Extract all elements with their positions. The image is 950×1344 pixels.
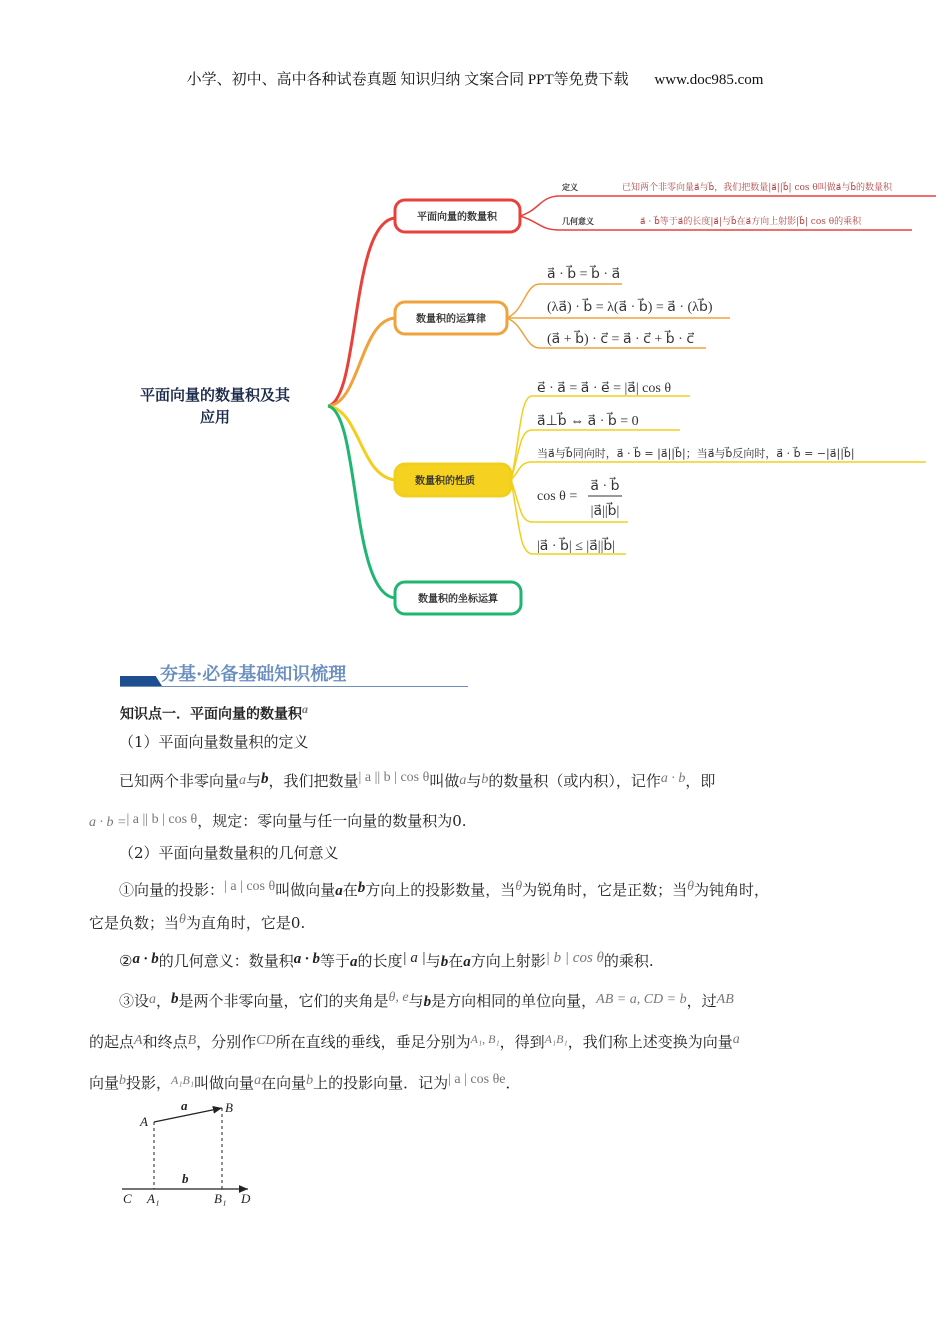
text-seg: ， — [156, 992, 172, 1010]
text-seg: ，分别作 — [196, 1033, 257, 1051]
knowledge-point-title — [120, 702, 308, 724]
math-abs-a-cos-e: | a | cos θe — [448, 1072, 506, 1087]
math-A1-B1: A₁, B₁ — [470, 1032, 500, 1046]
text-seg: 与 — [466, 772, 482, 790]
branch-3-child-1-text: e⃗ · a⃗ = a⃗ · e⃗ = |a⃗| cos θ — [537, 381, 672, 396]
label-B: B — [225, 1100, 233, 1115]
paragraph-definition-line2 — [89, 810, 467, 831]
text-seg: ，过 — [686, 992, 717, 1010]
text-seg: 向量 — [89, 1074, 120, 1092]
text-seg: ①向量的投影： — [119, 881, 225, 899]
branch-3-child-4-denominator: |a⃗||b⃗| — [590, 504, 620, 519]
text-seg: 与 — [246, 772, 262, 790]
math-a: a — [459, 773, 467, 788]
math-a: a — [732, 1032, 740, 1047]
branch-3-child-4-text: cos θ = — [537, 489, 578, 504]
text-seg: 的乘积. — [603, 952, 654, 970]
math-a-dot-b: a · b — [660, 771, 686, 786]
math-A1B1: A₁B₁ — [544, 1032, 568, 1046]
branch-4-label: 数量积的坐标运算 — [418, 594, 498, 605]
text-seg: ． — [505, 1074, 521, 1092]
text-seg: 是两个非零向量，它们的夹角是 — [178, 992, 389, 1010]
text-seg: 与 — [408, 992, 424, 1010]
branch-3-label: 数量积的性质 — [415, 476, 475, 487]
math-b: b — [119, 1073, 127, 1088]
label-C: C — [123, 1191, 132, 1206]
math-theta: θ — [515, 879, 523, 894]
math-a-dot-b-bold: a · b — [293, 951, 320, 967]
text-seg: 与 — [425, 952, 441, 970]
paragraph-projection-line2 — [89, 912, 305, 933]
math-a-bold: a — [335, 883, 343, 899]
mind-map — [0, 160, 950, 630]
label-A: A — [140, 1114, 148, 1129]
header-text: 小学、初中、高中各种试卷真题 知识归纳 文案合同 PPT等免费下载 — [186, 72, 629, 88]
math-b: b — [306, 1073, 314, 1088]
branch-1-child-1-tag: 定义 — [562, 183, 578, 192]
math-b: b — [481, 772, 489, 787]
text-seg: ③设 — [119, 992, 150, 1010]
branch-3-child-1-line — [511, 396, 690, 480]
page-header — [0, 68, 950, 89]
math-a-bold: a — [349, 954, 358, 970]
math-theta-e: θ, e — [388, 990, 409, 1005]
text-seg: 在向量 — [261, 1074, 307, 1092]
branch-2-connector — [328, 318, 395, 406]
math-abs-b-cos: | b | cos θ — [545, 950, 604, 966]
text-seg: 所在直线的垂线，垂足分别为 — [275, 1033, 471, 1051]
mindmap-root-line2: 应用 — [199, 408, 231, 426]
text-seg: ，即 — [685, 772, 716, 790]
math-a-bold: a — [463, 954, 471, 970]
subheading-geometric-meaning: （2）平面向量数量积的几何意义 — [119, 844, 339, 862]
text-seg: 的起点 — [89, 1033, 135, 1051]
branch-2-child-2-text: (λa⃗) · b⃗ = λ(a⃗ · b⃗) = a⃗ · (λb⃗) — [547, 300, 713, 315]
text-seg: 在 — [342, 881, 358, 899]
branch-3-child-5-text: |a⃗ · b⃗| ≤ |a⃗||b⃗| — [537, 539, 616, 554]
text-seg: 它是负数；当 — [89, 914, 180, 932]
text-seg: ② — [119, 952, 133, 970]
math-CD: CD — [256, 1033, 276, 1048]
mindmap-root-line1: 平面向量的数量积及其 — [139, 386, 291, 404]
paragraph-projection-line1 — [119, 879, 769, 900]
math-ab-cd: AB = a, CD = b — [596, 992, 687, 1007]
paragraph-definition-line1 — [119, 770, 715, 791]
section-title: 夯基·必备基础知识梳理 — [160, 664, 347, 685]
branch-1-child-1-line — [520, 196, 936, 216]
text-seg: 叫做向量 — [194, 1074, 255, 1092]
math-B: B — [187, 1033, 197, 1048]
knowledge-point-title-text: 知识点一．平面向量的数量积 — [120, 706, 302, 723]
text-seg: ，我们称上述变换为向量 — [567, 1033, 733, 1051]
math-b: b — [261, 771, 269, 787]
branch-1-child-1-text: 已知两个非零向量a⃗与b⃗，我们把数量|a⃗||b⃗| cos θ叫做a⃗与b⃗的数量积 — [622, 183, 893, 193]
section-banner — [120, 660, 468, 688]
text-seg: 等于 — [319, 952, 350, 970]
paragraph-geometric-meaning — [119, 950, 654, 971]
math-theta: θ — [179, 912, 186, 927]
branch-3-child-3-text: 当a⃗与b⃗同向时，a⃗ · b⃗ = |a⃗||b⃗|；当a⃗与b⃗反向时，a⃗ · b⃗ = −|a⃗||b⃗| — [537, 447, 855, 460]
math-A: A — [134, 1033, 143, 1048]
math-b-bold: b — [357, 880, 366, 896]
label-vec-b: b — [182, 1171, 189, 1186]
text-seg: ，得到 — [499, 1033, 545, 1051]
paragraph-projection-vector-line2 — [89, 1031, 740, 1052]
math-a-dot-b-eq: a · b = — [89, 815, 127, 830]
math-AB: AB — [716, 992, 734, 1007]
text-seg: 和终点 — [142, 1033, 188, 1051]
math-a: a — [149, 992, 157, 1007]
branch-2-label: 数量积的运算律 — [416, 314, 486, 325]
paragraph-projection-vector-line3 — [89, 1072, 521, 1093]
math-abs-a: | a | — [402, 950, 426, 966]
section-banner-underline — [120, 686, 468, 687]
text-seg: 投影， — [126, 1074, 172, 1092]
math-A1B1: A₁B₁ — [171, 1073, 195, 1087]
text-seg: ，规定：零向量与任一向量的数量积为0. — [197, 812, 467, 830]
math-theta: θ — [687, 879, 695, 894]
vector-a-arrow — [154, 1108, 222, 1122]
section-banner-bar — [120, 676, 162, 686]
label-A1: A₁ — [147, 1191, 160, 1206]
text-seg: 是方向相同的单位向量， — [431, 992, 597, 1010]
branch-4-connector — [328, 406, 395, 598]
text-seg: ，我们把数量 — [268, 772, 359, 790]
math-b-bold: b — [440, 954, 449, 970]
math-b-bold: b — [171, 991, 179, 1007]
label-D: D — [241, 1191, 251, 1206]
text-seg: 的长度 — [357, 952, 403, 970]
branch-1-child-2-text: a⃗ · b⃗等于a⃗的长度|a⃗|与b⃗在a⃗方向上射影|b⃗| cos θ的乘积 — [640, 217, 862, 227]
branch-2-child-1-text: a⃗ · b⃗ = b⃗ · a⃗ — [547, 267, 621, 282]
knowledge-point-title-var: a — [302, 702, 308, 716]
text-seg: 的数量积（或内积），记作 — [488, 772, 661, 790]
subheading-definition: （1）平面向量数量积的定义 — [119, 733, 309, 751]
math-a: a — [239, 773, 247, 788]
text-seg: 为锐角时，它是正数；当 — [522, 881, 688, 899]
branch-3-child-3-line — [511, 462, 926, 480]
text-seg: 方向上射影 — [470, 952, 546, 970]
branch-1-connector — [328, 218, 395, 406]
branch-3-child-4-numerator: a⃗ · b⃗ — [590, 479, 620, 494]
text-seg: 叫做向量 — [275, 881, 336, 899]
math-a-dot-b-bold: a · b — [132, 951, 159, 967]
paragraph-projection-vector-line1 — [119, 990, 734, 1011]
math-a: a — [254, 1073, 262, 1088]
header-url: www.doc985.com — [654, 72, 764, 88]
text-seg: 在 — [448, 952, 464, 970]
math-b-bold: b — [423, 994, 432, 1010]
math-abs-ab-cos: | a || b | cos θ — [126, 812, 198, 827]
label-B1: B₁ — [214, 1191, 227, 1206]
branch-3-child-2-text: a⃗⊥b⃗ ⇔ a⃗ · b⃗ = 0 — [537, 414, 639, 429]
text-seg: 叫做 — [429, 772, 460, 790]
math-abs-ab-cos: | a || b | cos θ — [358, 770, 430, 785]
text-seg: 方向上的投影数量，当 — [365, 881, 516, 899]
text-seg: 上的投影向量．记为 — [313, 1074, 449, 1092]
text-seg: 的几何意义：数量积 — [158, 952, 294, 970]
branch-1-label: 平面向量的数量积 — [417, 212, 497, 223]
text-seg: 为直角时，它是0. — [185, 914, 306, 932]
branch-2-child-3-text: (a⃗ + b⃗) · c⃗ = a⃗ · c⃗ + b⃗ · c⃗ — [547, 332, 695, 347]
text-seg: 为钝角时， — [694, 881, 770, 899]
branch-1-child-2-tag: 几何意义 — [562, 217, 594, 226]
text-seg: 已知两个非零向量 — [119, 772, 240, 790]
projection-figure — [110, 1095, 280, 1215]
math-abs-a-cos: | a | cos θ — [224, 879, 276, 894]
label-vec-a: a — [181, 1098, 188, 1113]
